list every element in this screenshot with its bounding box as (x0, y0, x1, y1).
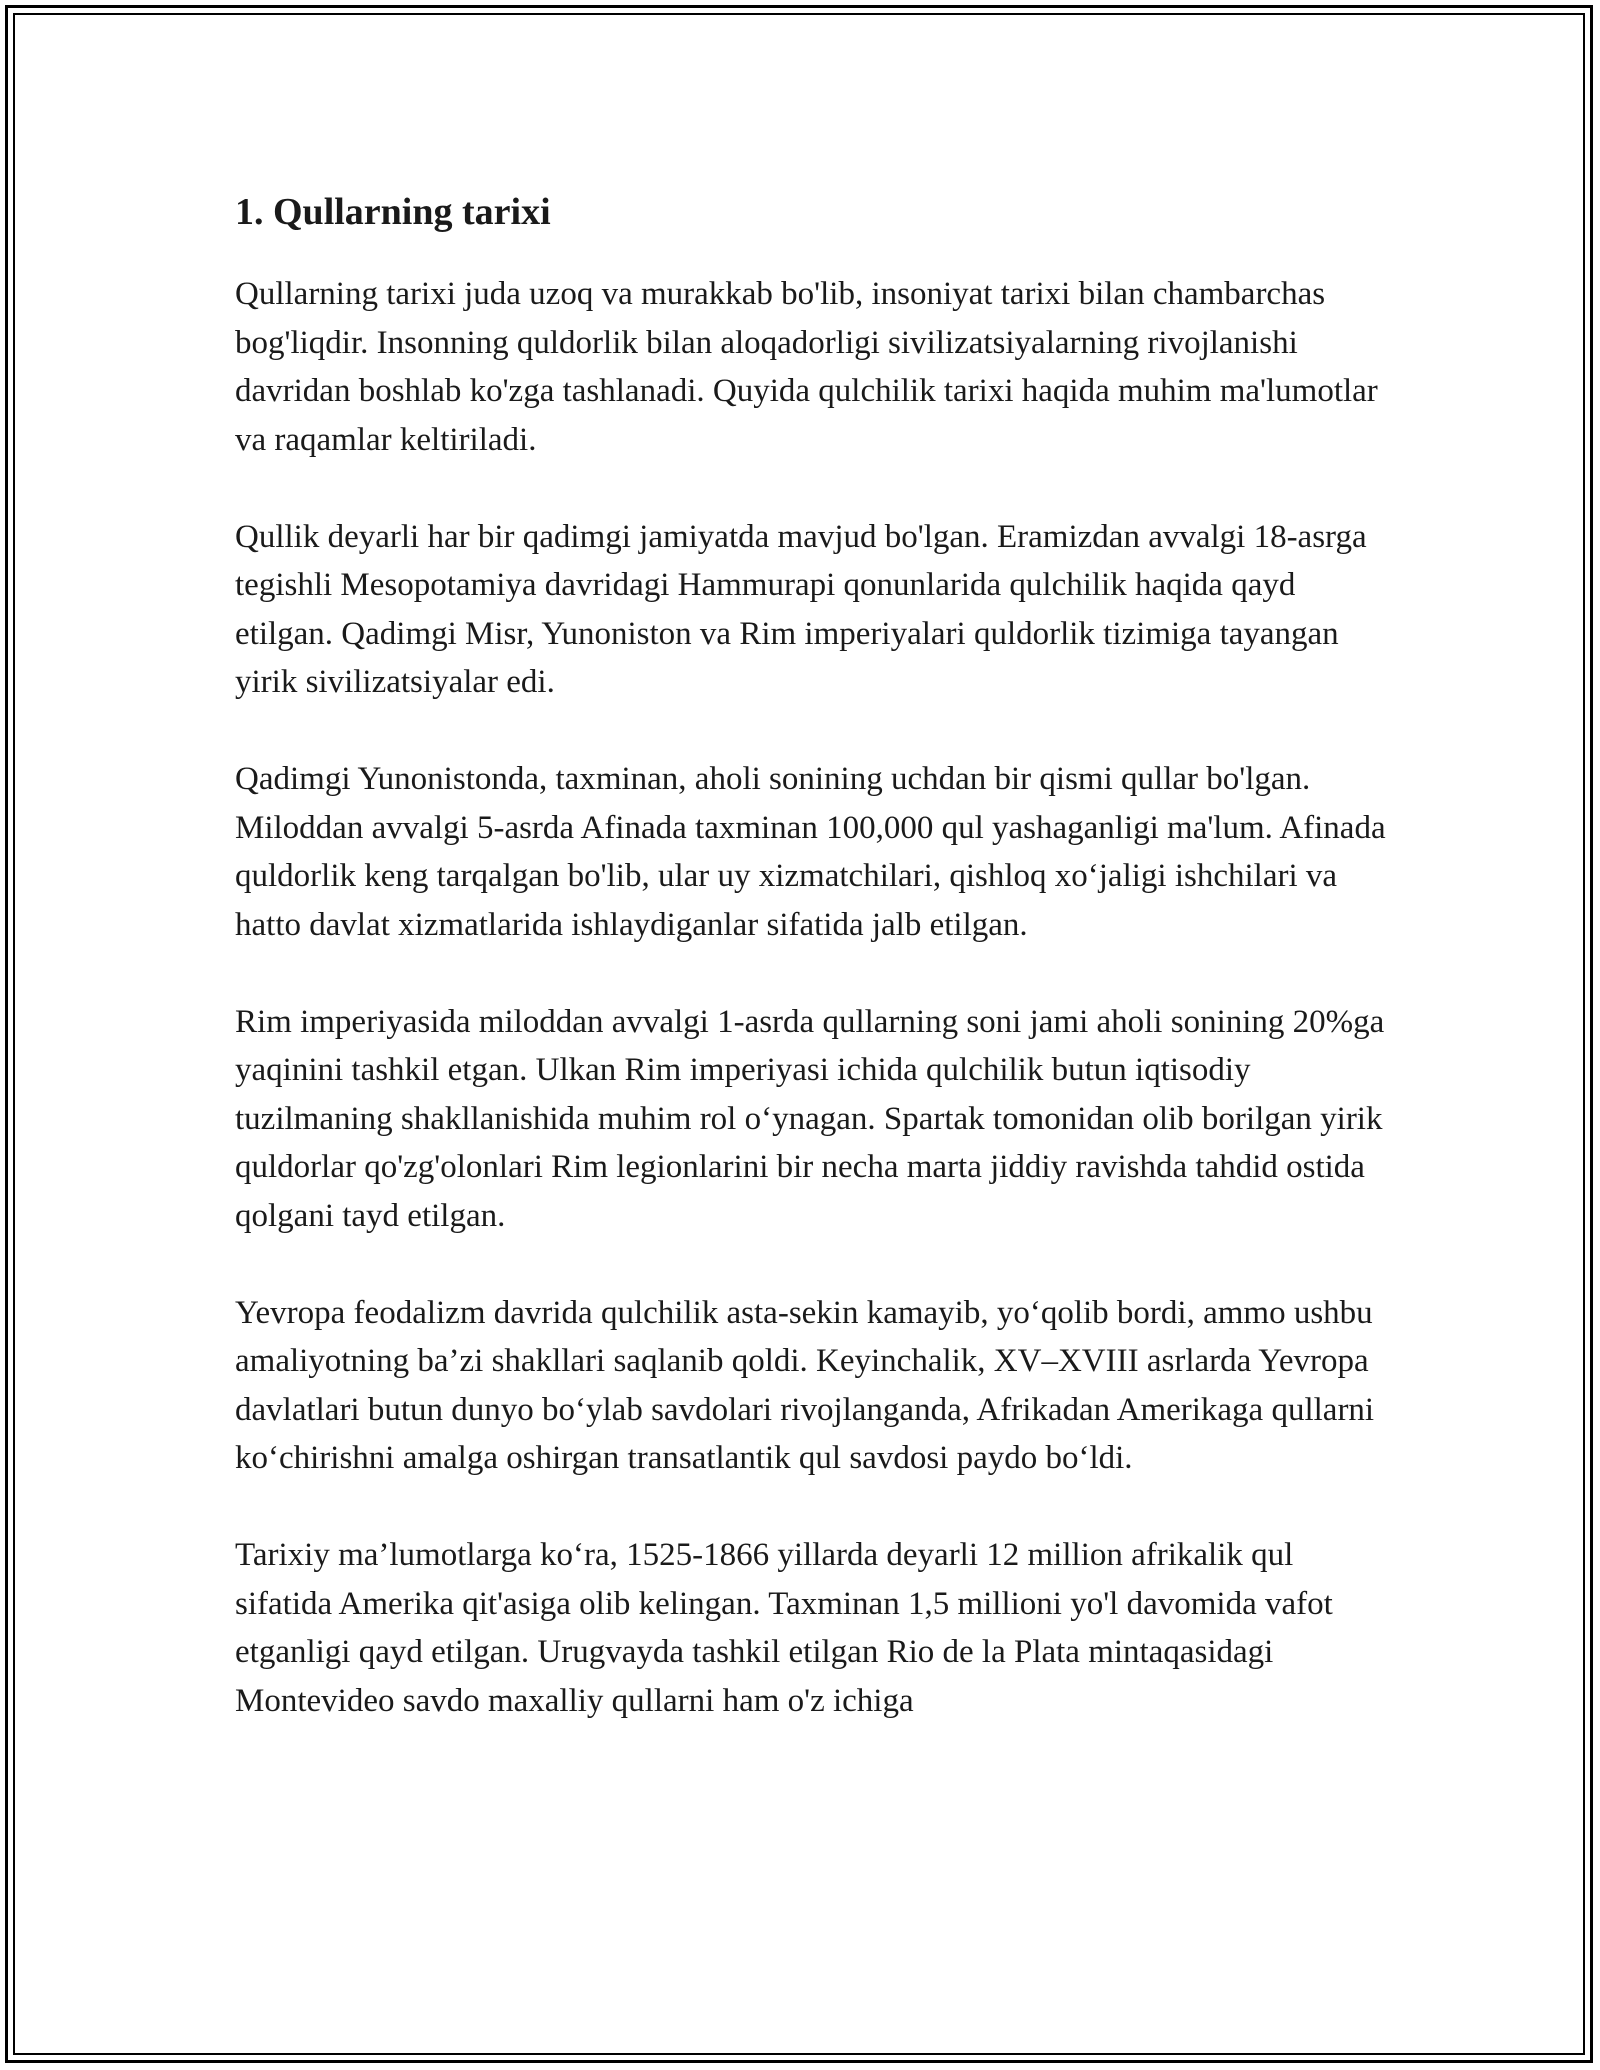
paragraph-3: Qadimgi Yunonistonda, taxminan, aholi sonining uchdan bir qismi qullar bo'lgan. Miloddan avvalgi 5-asrda Afinada taxminan 100,000 qul yashaganligi ma'lum. Afinada quldorlik keng tarqalgan bo'lib, ular uy xizmatchilari, qishloq xo‘jaligi ishchilari va hatto davlat xizmatlarida ishlaydiganlar sifatida jalb etilgan. (235, 761, 1386, 943)
paragraph-5: Yevropa feodalizm davrida qulchilik asta-sekin kamayib, yo‘qolib bordi, ammo ushbu amaliyotning ba’zi shakllari saqlanib qoldi. Keyinchalik, XV–XVIII asrlarda Yevropa davlatlari butun dunyo bo‘ylab savdolari rivojlanganda, Afrikadan Amerikaga qullarni ko‘chirishni amalga oshirgan transatlantik qul savdosi paydo bo‘ldi. (235, 1294, 1375, 1476)
document-body (235, 186, 1395, 1774)
paragraph-6: Tarixiy ma’lumotlarga ko‘ra, 1525-1866 yillarda deyarli 12 million afrikalik qul sifatida Amerika qit'asiga olib kelingan. Taxminan 1,5 millioni yo'l davomida vafot etganligi qayd etilgan. Urugvayda tashkil etilgan Rio de la Plata mintaqasidagi Montevideo savdo maxalliy qullarni ham o'z ichiga (235, 1537, 1333, 1719)
paragraph-2: Qullik deyarli har bir qadimgi jamiyatda mavjud bo'lgan. Eramizdan avvalgi 18-asrga tegishli Mesopotamiya davridagi Hammurapi qonunlarida qulchilik haqida qayd etilgan. Qadimgi Misr, Yunoniston va Rim imperiyalari quldorlik tizimiga tayangan yirik sivilizatsiyalar edi. (235, 518, 1367, 700)
paragraph-1: Qullarning tarixi juda uzoq va murakkab bo'lib, insoniyat tarixi bilan chambarchas bog'liqdir. Insonning quldorlik bilan aloqadorligi sivilizatsiyalarning rivojlanishi davridan boshlab ko'zga tashlanadi. Quyida qulchilik tarixi haqida muhim ma'lumotlar va raqamlar keltiriladi. (235, 276, 1378, 458)
section-heading: 1. Qullarning tarixi (235, 191, 551, 233)
paragraph-4: Rim imperiyasida miloddan avvalgi 1-asrda qullarning soni jami aholi sonining 20%ga yaqinini tashkil etgan. Ulkan Rim imperiyasi ichida qulchilik butun iqtisodiy tuzilmaning shakllanishida muhim rol o‘ynagan. Spartak tomonidan olib borilgan yirik quldorlar qo'zg'olonlari Rim legionlarini bir necha marta jiddiy ravishda tahdid ostida qolgani tayd etilgan. (235, 1003, 1385, 1234)
